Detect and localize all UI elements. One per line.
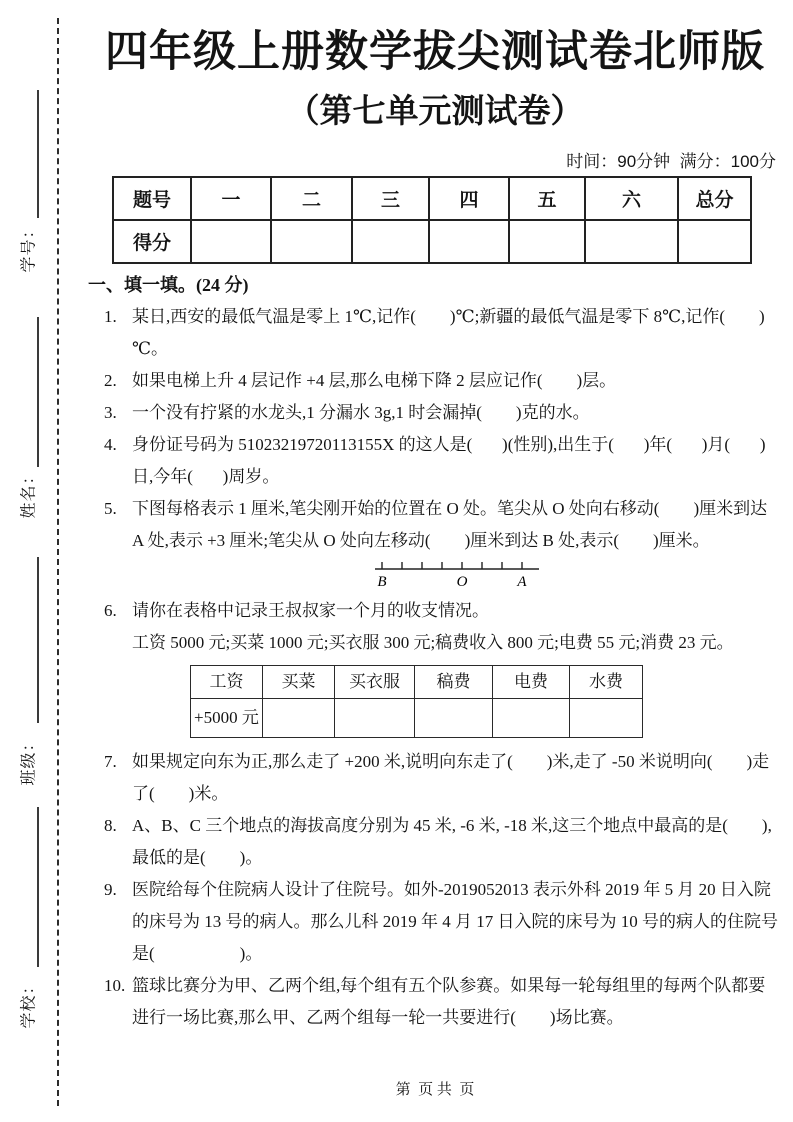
money-header-cell: 稿费 [415, 665, 493, 698]
question-number: 6. [104, 600, 117, 620]
school-label: 学校： [20, 977, 38, 1029]
exam-subtitle: （第七单元测试卷） [286, 91, 584, 129]
question-number: 7. [104, 751, 117, 771]
name-write-line [37, 317, 39, 467]
class-write-line [37, 557, 39, 723]
question-text: 身份证号码为 51023219720113155X 的这人是( )(性别),出生于( )年( )月( )日,今年( )周岁。 [132, 434, 766, 486]
score-table-header-row [113, 177, 751, 220]
score-header-cell: 四 [429, 177, 509, 220]
question-text: 如果规定向东为正,那么走了 +200 米,说明向东走了( )米,走了 -50 米说明向( )走了( )米。 [132, 751, 770, 803]
money-header-cell: 电费 [493, 665, 570, 698]
money-header-cell: 买衣服 [335, 665, 415, 698]
question-2 [88, 365, 782, 397]
question-3 [88, 397, 782, 429]
school-write-line [37, 807, 39, 967]
question-detail: 工资 5000 元;买菜 1000 元;买衣服 300 元;稿费收入 800 元;电费 55 元;消费 23 元。 [132, 632, 734, 652]
score-header-cell: 一 [191, 177, 271, 220]
question-6 [88, 595, 782, 746]
question-number: 3. [104, 402, 117, 422]
student-id-label: 学号： [20, 221, 38, 273]
time-score-info: 时间：90分钟 满分：100分 [566, 151, 776, 171]
main-content [88, 0, 782, 1034]
question-10 [88, 970, 782, 1034]
income-expense-value-row [191, 698, 643, 737]
student-id-write-line [37, 90, 39, 218]
money-empty-cell [415, 698, 493, 737]
question-1 [88, 301, 782, 365]
money-empty-cell [493, 698, 570, 737]
money-empty-cell [570, 698, 643, 737]
money-header-cell: 工资 [191, 665, 263, 698]
money-header-cell: 水费 [570, 665, 643, 698]
question-number: 2. [104, 370, 117, 390]
score-header-cell: 二 [271, 177, 352, 220]
money-empty-cell [335, 698, 415, 737]
question-4 [88, 429, 782, 493]
score-table [112, 176, 752, 264]
question-text: 请你在表格中记录王叔叔家一个月的收支情况。 [132, 600, 489, 620]
name-label: 姓名： [20, 467, 38, 519]
question-9 [88, 874, 782, 970]
income-expense-table [190, 665, 643, 738]
score-empty-cell [271, 220, 352, 263]
score-header-cell: 题号 [113, 177, 191, 220]
question-text: 医院给每个住院病人设计了住院号。如外-2019052013 表示外科 2019 年 5 月 20 日入院的床号为 13 号的病人。那么儿科 2019 年 4 月 17 日入院的床号为 10 号的病人的住院号是( )。 [132, 879, 778, 963]
score-table-score-row [113, 220, 751, 263]
question-text: 如果电梯上升 4 层记作 +4 层,那么电梯下降 2 层应记作( )层。 [132, 370, 617, 390]
question-text: 下图每格表示 1 厘米,笔尖刚开始的位置在 O 处。笔尖从 O 处向右移动( )厘米到达 A 处,表示 +3 厘米;笔尖从 O 处向左移动( )厘米到达 B 处,表示( )厘米。 [132, 498, 772, 550]
score-row-label: 得分 [113, 220, 191, 263]
score-empty-cell [429, 220, 509, 263]
point-b-label: B [377, 573, 387, 590]
question-number: 1. [104, 306, 117, 326]
question-text: 某日,西安的最低气温是零上 1℃,记作( )℃;新疆的最低气温是零下 8℃,记作( )℃。 [132, 306, 765, 358]
section-title: 一、填一填。(24 分) [88, 274, 249, 295]
score-header-cell: 六 [585, 177, 678, 220]
score-empty-cell [509, 220, 585, 263]
question-7 [88, 746, 782, 810]
score-header-cell: 总分 [678, 177, 751, 220]
question-5 [88, 493, 782, 595]
question-number: 9. [104, 879, 117, 899]
seal-dashed-line [57, 18, 59, 1106]
score-header-cell: 三 [352, 177, 429, 220]
score-empty-cell [191, 220, 271, 263]
score-empty-cell [585, 220, 678, 263]
money-value-cell: +5000 元 [191, 698, 263, 737]
score-header-cell: 五 [509, 177, 585, 220]
question-number: 5. [104, 498, 117, 518]
question-text: 篮球比赛分为甲、乙两个组,每个组有五个队参赛。如果每一轮每组里的每两个队都要进行一场比赛,那么甲、乙两个组每一轮一共要进行( )场比赛。 [132, 975, 766, 1027]
score-empty-cell [678, 220, 751, 263]
question-text: A、B、C 三个地点的海拔高度分别为 45 米, -6 米, -18 米,这三个地点中最高的是( ),最低的是( )。 [132, 815, 772, 867]
point-o-label: O [456, 573, 468, 590]
exam-title: 四年级上册数学拔尖测试卷北师版 [105, 28, 765, 76]
question-number: 4. [104, 434, 117, 454]
score-empty-cell [352, 220, 429, 263]
money-empty-cell [263, 698, 335, 737]
class-label: 班级： [20, 734, 38, 786]
question-list [88, 301, 782, 1034]
number-line-figure [132, 559, 782, 593]
number-line-svg [372, 559, 542, 593]
question-8 [88, 810, 782, 874]
income-expense-header-row [191, 665, 643, 698]
question-text: 一个没有拧紧的水龙头,1 分漏水 3g,1 时会漏掉( )克的水。 [132, 402, 590, 422]
point-a-label: A [517, 573, 527, 590]
money-header-cell: 买菜 [263, 665, 335, 698]
question-number: 8. [104, 815, 117, 835]
page-footer: 第 页 共 页 [395, 1082, 475, 1098]
question-number: 10. [104, 975, 126, 995]
